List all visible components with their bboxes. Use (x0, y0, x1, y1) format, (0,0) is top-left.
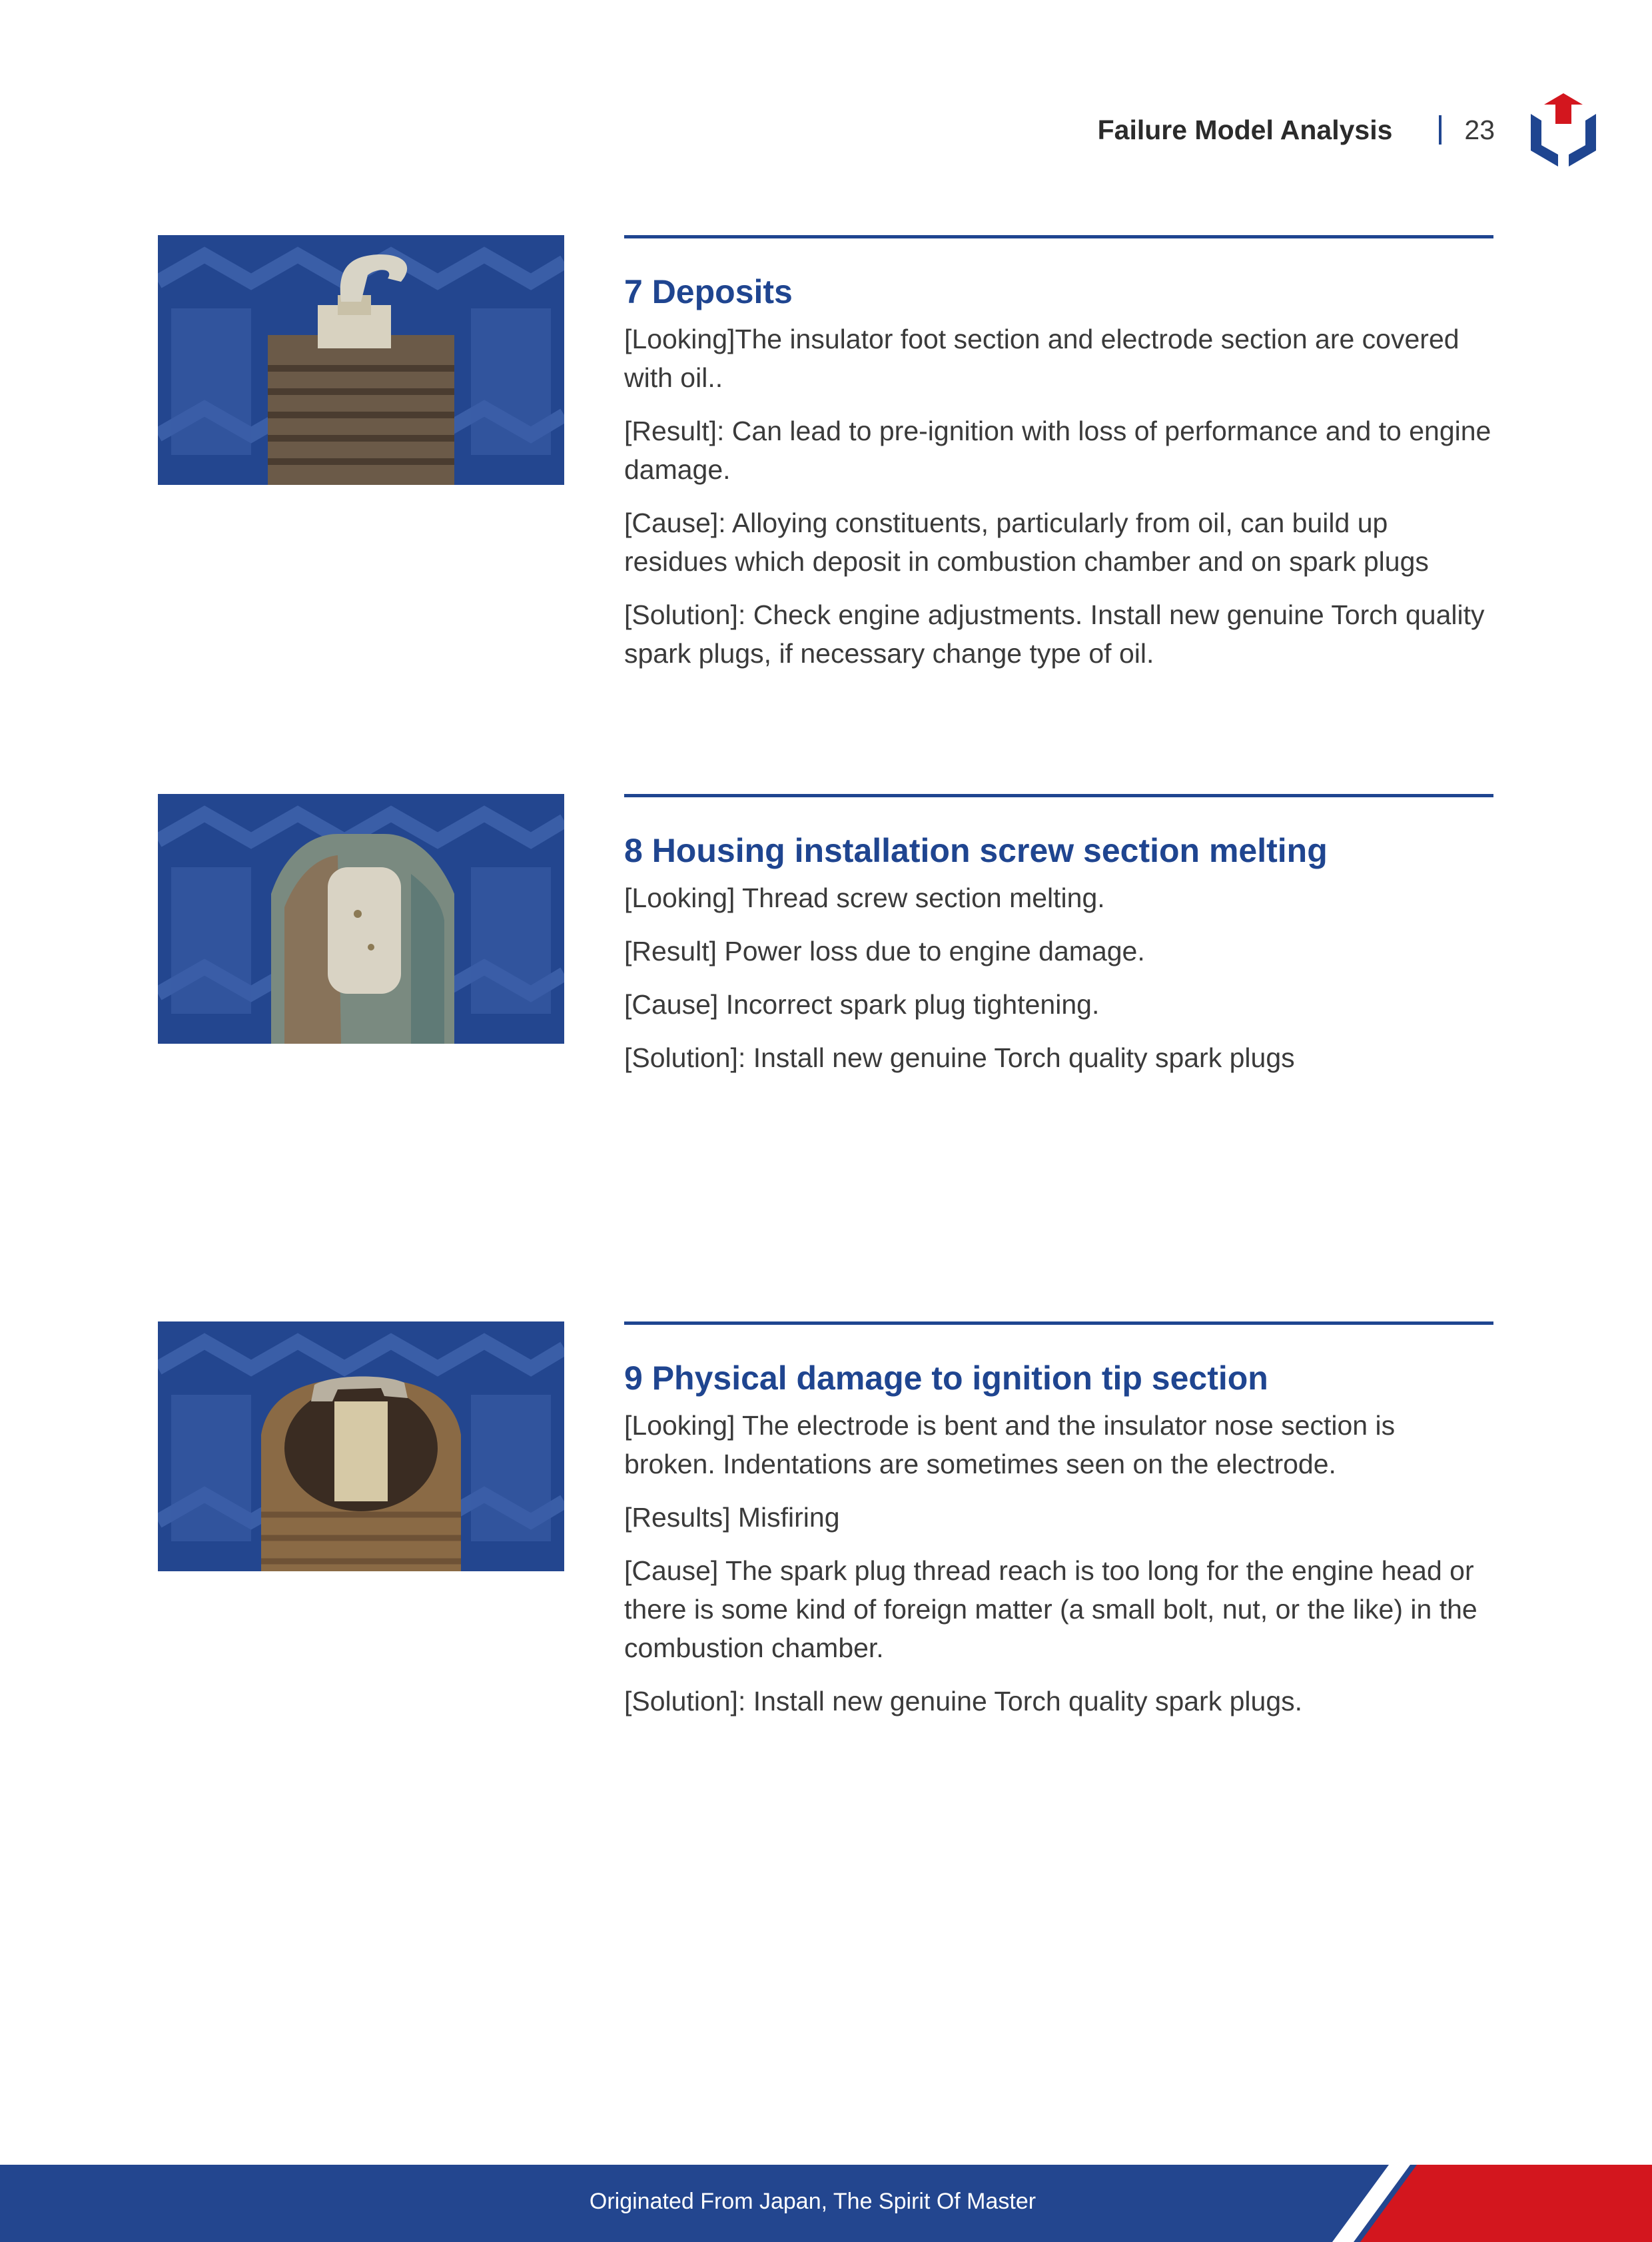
spark-plug-damage-photo (158, 1321, 564, 1571)
header-title: Failure Model Analysis (1097, 114, 1393, 145)
result-text: [Results] Misfiring (624, 1502, 840, 1533)
looking-text: [Looking] The electrode is bent and the insulator nose section is broken. Indentations are sometimes seen on the electrode. (624, 1410, 1396, 1479)
solution-text: [Solution]: Install new genuine Torch quality spark plugs. (624, 1686, 1303, 1716)
torch-logo-icon (1531, 93, 1596, 167)
section-content (624, 235, 1493, 673)
footer-tagline: Originated From Japan, The Spirit Of Master (589, 2189, 1036, 2214)
result-text: [Result]: Can lead to pre-ignition with loss of performance and to engine damage. (624, 416, 1491, 485)
solution-text: [Solution]: Install new genuine Torch quality spark plugs (624, 1042, 1295, 1073)
cause-text: [Cause] Incorrect spark plug tightening. (624, 989, 1100, 1020)
looking-text: [Looking]The insulator foot section and electrode section are covered with oil.. (624, 324, 1459, 393)
solution-text: [Solution]: Check engine adjustments. Install new genuine Torch quality spark plugs, if necessary change type of oil. (624, 599, 1485, 669)
page-header (1098, 93, 1596, 167)
page-footer (0, 2165, 1652, 2242)
header-divider (1439, 115, 1442, 145)
section-content (624, 794, 1493, 1077)
section-rule (624, 235, 1493, 238)
footer-red-stripe-icon (1239, 2165, 1652, 2242)
spark-plug-deposits-photo (158, 235, 564, 485)
cause-text: [Cause] The spark plug thread reach is too long for the engine head or there is some kind of foreign matter (a small bolt, nut, or the like) in the combustion chamber. (624, 1555, 1477, 1663)
cause-text: [Cause]: Alloying constituents, particularly from oil, can build up residues which deposit in combustion chamber and on spark plugs (624, 508, 1429, 577)
looking-text: [Looking] Thread screw section melting. (624, 883, 1105, 913)
section-rule (624, 794, 1493, 797)
section-rule (624, 1321, 1493, 1325)
section-title: 8 Housing installation screw section melting (624, 832, 1328, 869)
section-title: 7 Deposits (624, 273, 793, 310)
section-content (624, 1321, 1493, 1720)
page-number: 23 (1464, 114, 1495, 145)
section-title: 9 Physical damage to ignition tip section (624, 1359, 1268, 1397)
spark-plug-melting-photo (158, 794, 564, 1044)
result-text: [Result] Power loss due to engine damage. (624, 936, 1145, 966)
